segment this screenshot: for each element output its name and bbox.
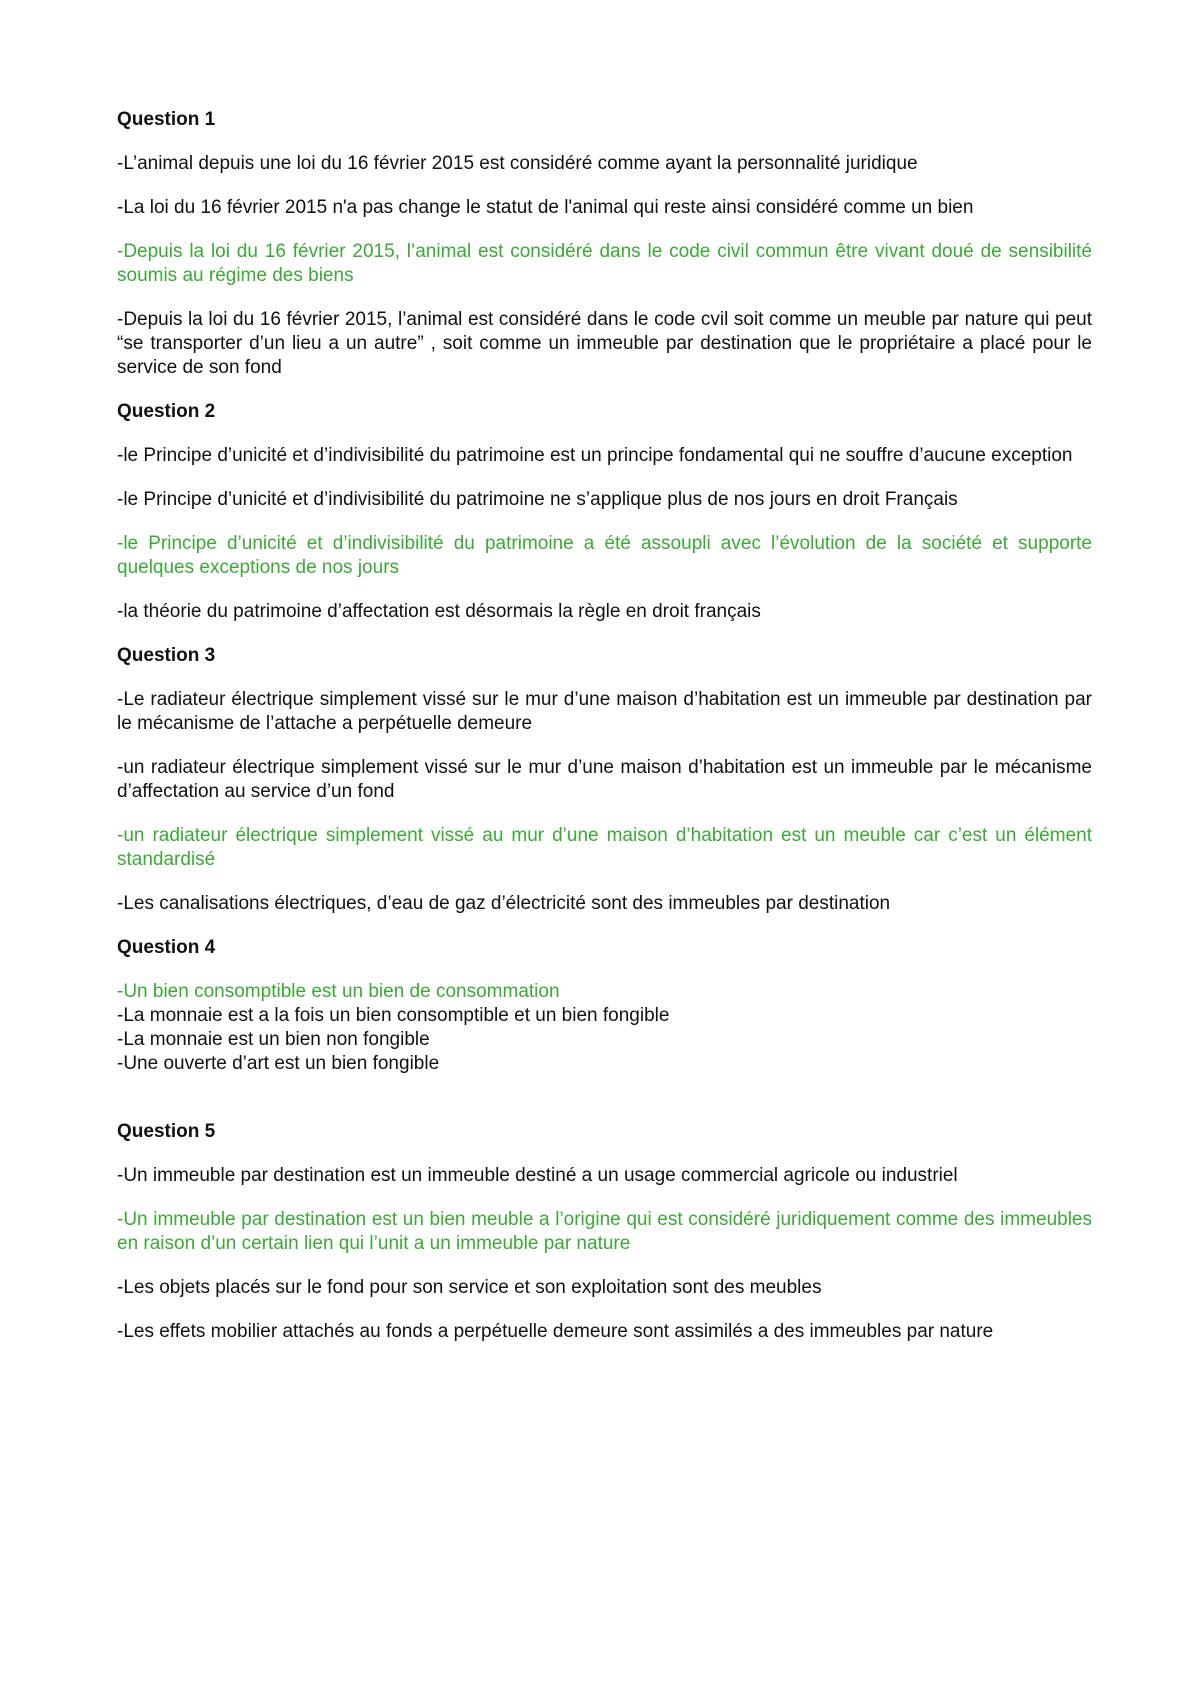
answer-option: -le Principe d’unicité et d’indivisibilité du patrimoine est un principe fondamental qui ne souffre d’aucune exception <box>117 445 1073 466</box>
question-4 <box>117 936 1092 1076</box>
question-title: Question 2 <box>117 401 216 422</box>
correct-answer-option: -Un bien consomptible est un bien de consommation <box>117 981 560 1002</box>
correct-answer-option: -le Principe d’unicité et d’indivisibilité du patrimoine a été assoupli avec l’évolution de la société et supporte quelques exceptions de nos jours <box>117 533 1092 578</box>
answer-option: -L’animal depuis une loi du 16 février 2015 est considéré comme ayant la personnalité juridique <box>117 153 918 174</box>
question-1 <box>117 108 1092 380</box>
answer-option: -un radiateur électrique simplement vissé sur le mur d’une maison d’habitation est un immeuble par le mécanisme d’affectation au service d’un fond <box>117 757 1092 802</box>
document-page <box>117 108 1092 1344</box>
question-2 <box>117 400 1092 624</box>
answer-option: -La monnaie est un bien non fongible <box>117 1029 430 1050</box>
answer-option: -la théorie du patrimoine d’affectation est désormais la règle en droit français <box>117 601 761 622</box>
question-5 <box>117 1120 1092 1344</box>
question-title: Question 5 <box>117 1121 216 1142</box>
answer-option: -Une ouverte d’art est un bien fongible <box>117 1053 440 1074</box>
answer-option: -le Principe d’unicité et d’indivisibilité du patrimoine ne s’applique plus de nos jours en droit Français <box>117 489 958 510</box>
answer-option: -Le radiateur électrique simplement vissé sur le mur d’une maison d’habitation est un immeuble par destination par le mécanisme de l’attache a perpétuelle demeure <box>117 689 1092 734</box>
question-title: Question 3 <box>117 645 216 666</box>
answer-option: -Depuis la loi du 16 février 2015, l’animal est considéré dans le code cvil soit comme un meuble par nature qui peut “se transporter d’un lieu a un autre” , soit comme un immeuble par destination que le propriétaire a placé pour le service de son fond <box>117 309 1092 378</box>
answer-option: -Les objets placés sur le fond pour son service et son exploitation sont des meubles <box>117 1277 822 1298</box>
answer-option: -La loi du 16 février 2015 n'a pas change le statut de l'animal qui reste ainsi considéré comme un bien <box>117 197 974 218</box>
question-3 <box>117 644 1092 916</box>
answer-option: -La monnaie est a la fois un bien consomptible et un bien fongible <box>117 1005 670 1026</box>
correct-answer-option: -un radiateur électrique simplement vissé au mur d’une maison d’habitation est un meuble car c’est un élément standardisé <box>117 825 1092 870</box>
correct-answer-option: -Depuis la loi du 16 février 2015, l’animal est considéré dans le code civil commun être vivant doué de sensibilité soumis au régime des biens <box>117 241 1092 286</box>
answer-option: -Les canalisations électriques, d’eau de gaz d’électricité sont des immeubles par destination <box>117 893 891 914</box>
correct-answer-option: -Un immeuble par destination est un bien meuble a l’origine qui est considéré juridiquement comme des immeubles en raison d’un certain lien qui l’unit a un immeuble par nature <box>117 1209 1092 1254</box>
answer-option: -Un immeuble par destination est un immeuble destiné a un usage commercial agricole ou industriel <box>117 1165 958 1186</box>
question-title: Question 1 <box>117 109 216 130</box>
answer-option: -Les effets mobilier attachés au fonds a perpétuelle demeure sont assimilés a des immeubles par nature <box>117 1321 994 1342</box>
question-title: Question 4 <box>117 937 216 958</box>
